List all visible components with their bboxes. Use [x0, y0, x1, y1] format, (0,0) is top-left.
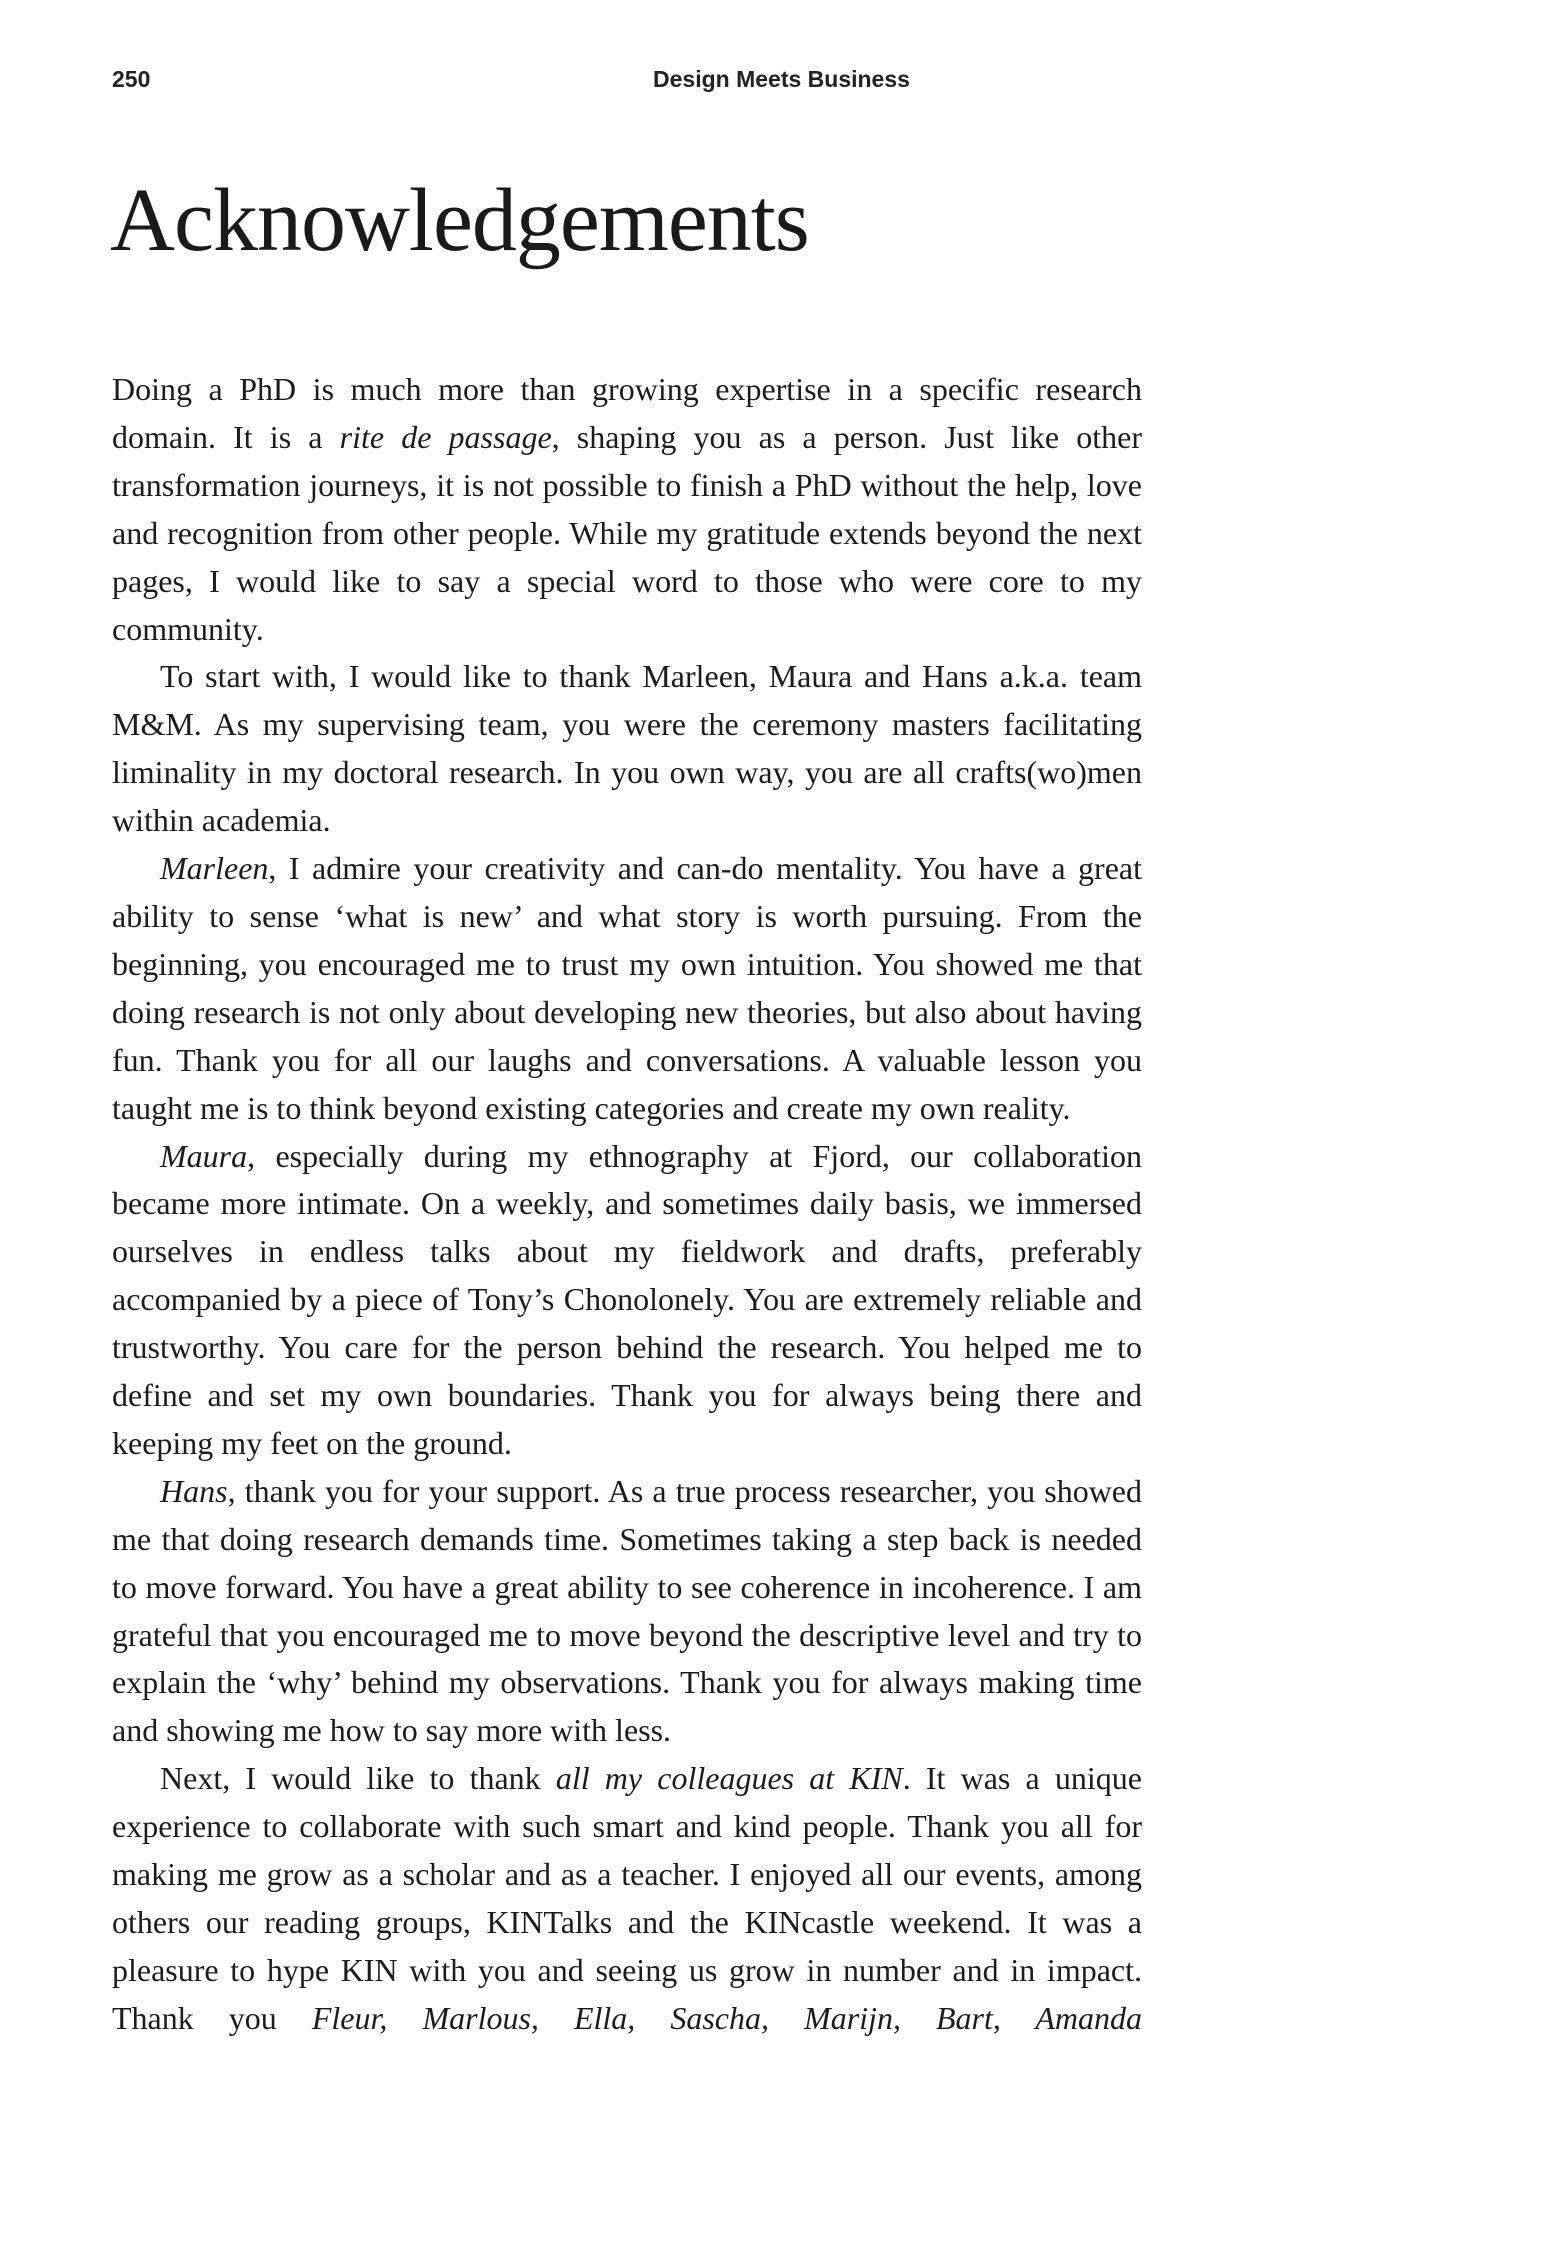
name-maura: Maura — [160, 1137, 248, 1174]
paragraph-colleagues: Next, I would like to thank all my colleagues at KIN. It was a unique experience to collaborate with such smart and kind people. Thank you all for making me grow as a scholar and as a teacher. I enjoyed all our events, among others our reading groups, KINTalks and the KINcastle weekend. It was a pleasure to hype KIN with you and seeing us grow in number and in impact. Thank you Fleur, Marlous, Ella, Sascha, Marijn, Bart, Amanda — [112, 1760, 1143, 2036]
running-title: Design Meets Business — [653, 66, 910, 92]
body-text — [112, 366, 1142, 2043]
page-title: Acknowledgements — [110, 171, 809, 270]
paragraph-supervisors: To start with, I would like to thank Marleen, Maura and Hans a.k.a. team M&M. As my supervising team, you were the ceremony masters facilitating liminality in my doctoral research. In you own way, you are all crafts(wo)men within academia. — [112, 658, 1142, 839]
emphasis-colleagues: all my colleagues at KIN — [555, 1760, 903, 1797]
paragraph-maura: Maura, especially during my ethnography at Fjord, our collaboration became more intimate. On a weekly, and sometimes daily basis, we immersed ourselves in endless talks about my fieldwork and drafts, preferably accompanied by a piece of Tony’s Chonolonely. You are extremely reliable and trustworthy. You care for the person behind the research. You helped me to define and set my own boundaries. Thank you for always being there and keeping my feet on the ground. — [112, 1137, 1142, 1461]
paragraph-hans: Hans, thank you for your support. As a true process researcher, you showed me that doing research demands time. Sometimes taking a step back is needed to move forward. You have a great ability to see coherence in incoherence. I am grateful that you encouraged me to move beyond the descriptive level and try to explain the ‘why’ behind my observations. Thank you for always making time and showing me how to say more with less. — [112, 1472, 1142, 1749]
running-header — [112, 66, 930, 106]
name-hans: Hans — [160, 1472, 228, 1509]
name-marleen: Marleen — [160, 850, 269, 887]
paragraph-marleen: Marleen, I admire your creativity and can-do mentality. You have a great ability to sense ‘what is new’ and what story is worth pursuing. From the beginning, you encouraged me to trust my own intuition. You showed me that doing research is not only about developing new theories, but also about having fun. Thank you for all our laughs and conversations. A valuable lesson you taught me is to think beyond existing categories and create my own reality. — [112, 850, 1142, 1126]
emphasis-rite-de-passage: rite de passage — [339, 418, 552, 455]
emphasis-colleague-names: Fleur, Marlous, Ella, Sascha, Marijn, Bart, Amanda — [311, 1999, 1143, 2036]
page-number: 250 — [112, 66, 151, 92]
paragraph-intro: Doing a PhD is much more than growing expertise in a specific research domain. It is a rite de passage, shaping you as a person. Just like other transformation journeys, it is not possible to finish a PhD without the help, love and recognition from other people. While my gratitude extends beyond the next pages, I would like to say a special word to those who were core to my community. — [112, 371, 1143, 647]
